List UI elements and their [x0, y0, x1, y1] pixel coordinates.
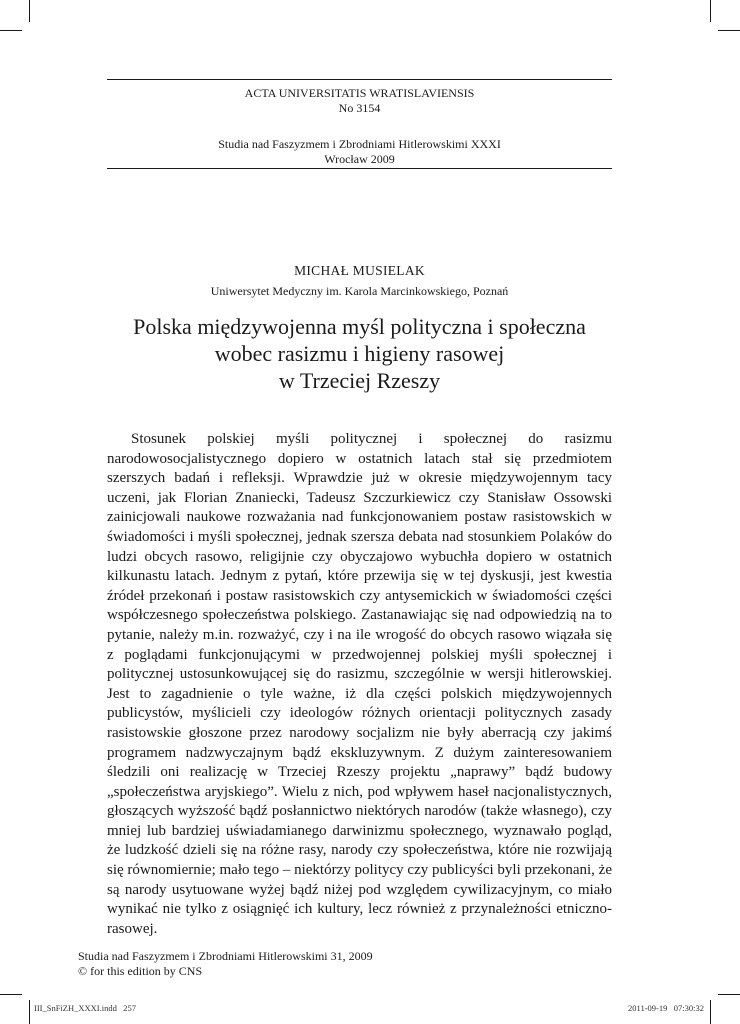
article-title	[107, 313, 612, 394]
journal-block	[107, 86, 612, 116]
crop-mark-bottom-left-horizontal	[0, 994, 22, 995]
title-line: w Trzeciej Rzeszy	[278, 368, 441, 393]
crop-mark-bottom-right-horizontal	[718, 994, 740, 995]
title-line: Polska międzywojenna myśl polityczna i społeczna	[133, 314, 586, 339]
page-footer	[78, 949, 373, 979]
author-affiliation: Uniwersytet Medyczny im. Karola Marcinkowskiego, Poznań	[210, 284, 509, 298]
crop-mark-bottom-right-vertical	[710, 1000, 711, 1024]
header-rule-bottom	[107, 168, 612, 169]
footer-citation: Studia nad Faszyzmem i Zbrodniami Hitlerowskimi 31, 2009	[78, 949, 373, 963]
crop-mark-top-left-vertical	[29, 0, 30, 22]
author-name: MICHAŁ MUSIELAK	[294, 263, 425, 278]
crop-mark-top-right-vertical	[710, 0, 711, 22]
crop-mark-top-left-horizontal	[0, 30, 22, 31]
crop-mark-top-right-horizontal	[718, 30, 740, 31]
journal-number: No 3154	[338, 101, 381, 115]
header-rule-top	[107, 79, 612, 80]
slug-filename: III_SnFiZH_XXXI.indd 257	[34, 1003, 136, 1013]
body-paragraph: Stosunek polskiej myśli politycznej i społecznej do rasizmu narodowosocjalistycznego dopiero w ostatnich latach stał się przedmiotem szerszych badań i refleksji. Wprawdzie już w okresie międzywojennym tacy uczeni, jak Florian Znaniecki, Tadeusz Szczurkiewicz czy Stanisław Ossowski zainicjowali naukowe rozważania nad funkcjonowaniem postaw rasistowskich w świadomości i myśli społecznej, jednak szersza debata nad stosunkiem Polaków do ludzi obcych rasowo, religijnie czy obyczajowo wybuchła dopiero w ostatnich kilkunastu latach. Jednym z pytań, które przewija się w tej dyskusji, jest kwestia źródeł przekonań i postaw rasistowskich czy antysemickich w świadomości części współczesnego społeczeństwa polskiego. Zastanawiając się nad odpowiedzią na to pytanie, należy m.in. rozważyć, czy i na ile wrogość do obcych rasowo wiązała się z poglądami funkcjonującymi w przedwojennej polskiej myśli społecznej i politycznej ustosunkowującej się do rasizmu, szczególnie w wersji hitlerowskiej. Jest to zagadnienie o tyle ważne, iż dla części polskich międzywojennych publicystów, myślicieli czy ideologów różnych orientacji politycznych zasady rasistowskie głoszone przez narodowy socjalizm nie były aberracją czy jakimś programem nadzwyczajnym bądź ekskluzywnym. Z dużym zainteresowaniem śledzili oni realizację w Trzeciej Rzeszy projektu „naprawy” bądź budowy „społeczeństwa aryjskiego”. Wielu z nich, pod wpływem haseł nacjonalistycznych, głoszących wyższość bądź posłannictwo niektórych narodów (także własnego), czy mniej lub bardziej uświadamianego darwinizmu społecznego, wyznawało pogląd, że ludzkość dzieli się na różne rasy, narody czy społeczeństwa, które nie rozwijają się równomiernie; mało tego – niektórzy politycy czy publicyści byli przekonani, że są narody usytuowane wyżej bądź niżej pod względem cywilizacyjnym, co miało wynikać nie tylko z osiągnięć ich kultury, lecz również z przynależności etniczno-rasowej.	[107, 431, 612, 937]
crop-mark-bottom-left-vertical	[29, 1000, 30, 1024]
series-title: Studia nad Faszyzmem i Zbrodniami Hitlerowskimi XXXI	[218, 137, 501, 151]
series-block	[107, 137, 612, 167]
slug-timestamp: 2011-09-19 07:30:32	[628, 1003, 704, 1013]
place-year: Wrocław 2009	[324, 152, 395, 166]
title-line: wobec rasizmu i higieny rasowej	[214, 341, 505, 366]
journal-name: ACTA UNIVERSITATIS WRATISLAVIENSIS	[244, 86, 475, 100]
footer-copyright: © for this edition by CNS	[78, 964, 203, 978]
